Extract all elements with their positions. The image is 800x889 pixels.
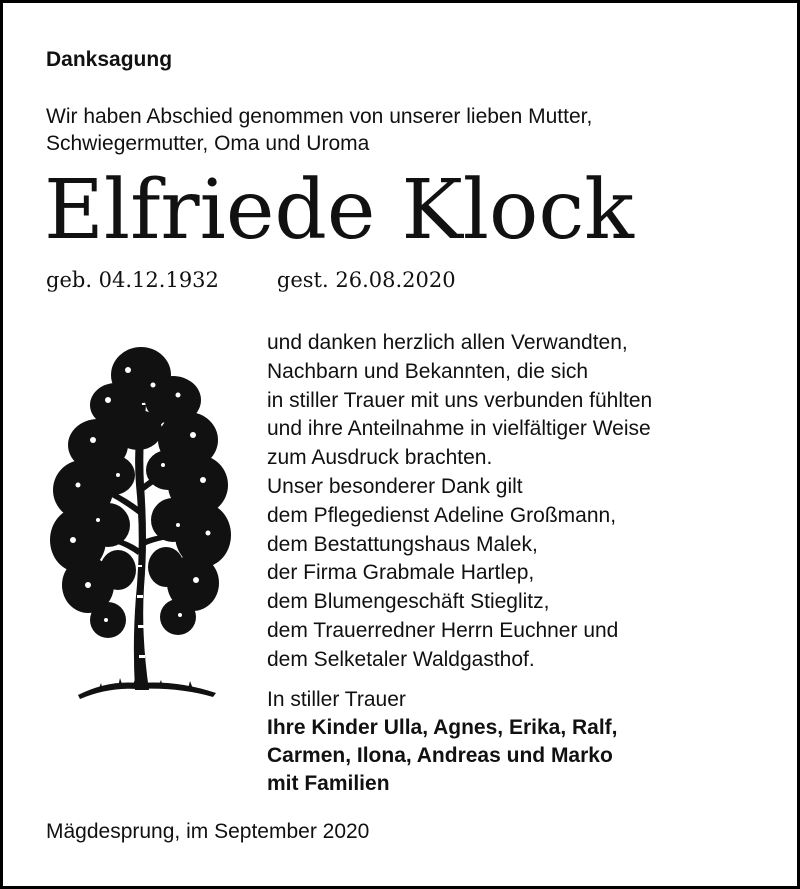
thanks-line: zum Ausdruck brachten. — [267, 446, 493, 470]
thanks-line: dem Selketaler Waldgasthof. — [267, 647, 535, 671]
thanks-line: der Firma Grabmale Hartlep, — [267, 561, 535, 585]
birth-date: geb. 04.12.1932 — [46, 268, 219, 292]
birch-tree-icon — [38, 335, 238, 705]
thanks-line: und danken herzlich allen Verwandten, — [267, 331, 628, 354]
thanks-line: dem Blumengeschäft Stieglitz, — [267, 590, 550, 614]
thanks-line: dem Trauerredner Herrn Euchner und — [267, 618, 619, 642]
life-dates — [46, 268, 456, 292]
thanks-line: dem Pflegedienst Adeline Großmann, — [267, 503, 617, 527]
mourners-line: mit Familien — [267, 772, 390, 795]
mourners-line: Ihre Kinder Ulla, Agnes, Erika, Ralf, — [267, 716, 618, 739]
intro-text — [46, 103, 746, 157]
thanks-line: in stiller Trauer mit uns verbunden fühlten — [267, 388, 653, 412]
notice-heading: Danksagung — [46, 48, 173, 71]
thanks-text — [267, 329, 652, 675]
intro-line: Schwiegermutter, Oma und Uroma — [46, 132, 370, 155]
thanks-line: Unser besonderer Dank gilt — [267, 474, 523, 498]
intro-line: Wir haben Abschied genommen von unserer lieben Mutter, — [46, 105, 593, 128]
mourners-block — [267, 686, 618, 798]
thanks-line: Nachbarn und Bekannten, die sich — [267, 359, 589, 383]
thanks-line: und ihre Anteilnahme in vielfältiger Weise — [267, 417, 651, 441]
death-date: gest. 26.08.2020 — [276, 268, 456, 292]
mourners-line: Carmen, Ilona, Andreas und Marko — [267, 744, 613, 767]
deceased-name: Elfriede Klock — [44, 163, 634, 258]
thanks-line: dem Bestattungshaus Malek, — [267, 532, 538, 556]
mourning-intro: In stiller Trauer — [267, 688, 406, 711]
place-date: Mägdesprung, im September 2020 — [46, 820, 370, 843]
